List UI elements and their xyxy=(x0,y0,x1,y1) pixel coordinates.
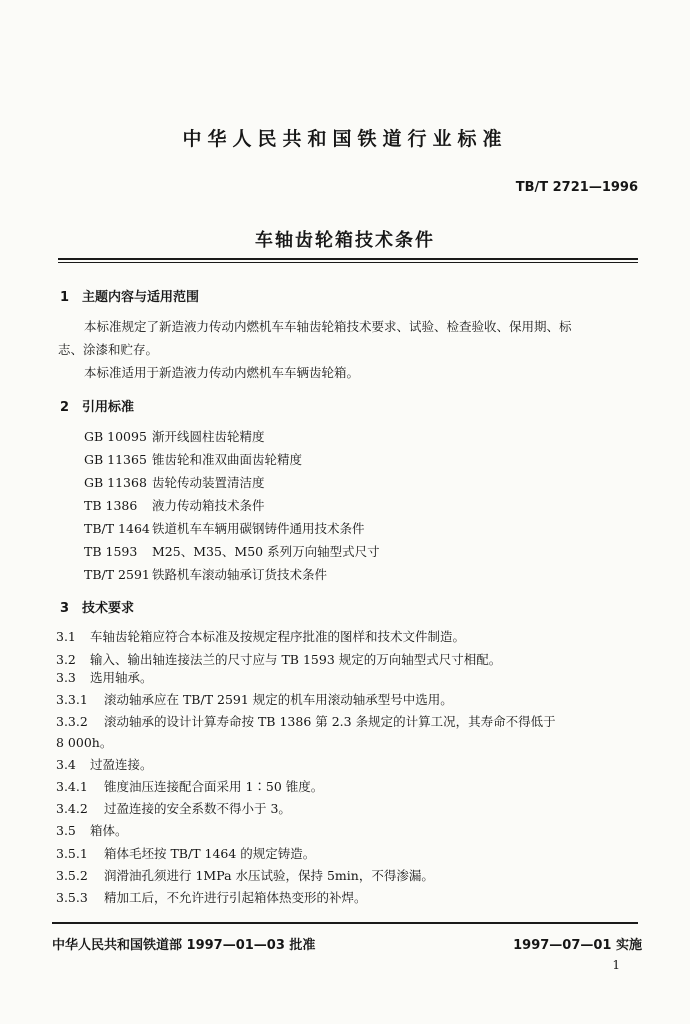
clause-number: 3.5 xyxy=(56,823,76,838)
section-3-heading: 3 技术要求 xyxy=(60,601,135,616)
clause-number: 3.5.3 xyxy=(56,890,88,905)
reference-code: TB 1593 xyxy=(84,544,138,559)
clause-continuation xyxy=(56,732,112,754)
clause-number: 3.3.1 xyxy=(56,692,88,707)
clause-number: 3.4 xyxy=(56,757,76,772)
reference-code: GB 11368 xyxy=(84,475,147,490)
clause-number: 3.1 xyxy=(56,629,76,644)
reference-item xyxy=(84,449,302,471)
clause-text: 滚动轴承的设计计算寿命按 TB 1386 第 2.3 条规定的计算工况，其寿命不得低于 xyxy=(104,714,556,729)
clause-number: 3.3 xyxy=(56,670,76,685)
reference-title: M25、M35、M50 系列万向轴型式尺寸 xyxy=(151,544,380,559)
reference-code: TB/T 1464 xyxy=(84,521,150,536)
reference-item xyxy=(84,495,265,517)
footer-rule xyxy=(52,922,638,924)
clause-text: 箱体毛坯按 TB/T 1464 的规定铸造。 xyxy=(104,846,316,861)
document-title: 车轴齿轮箱技术条件 xyxy=(255,230,435,251)
approval-note: 中华人民共和国铁道部 1997—01—03 批准 xyxy=(52,938,316,953)
standard-code: TB/T 2721—1996 xyxy=(515,180,638,195)
clause-text: 箱体。 xyxy=(90,823,128,838)
reference-code: TB/T 2591 xyxy=(84,567,150,582)
reference-item xyxy=(84,426,265,448)
clause-number: 3.3.2 xyxy=(56,714,88,729)
reference-title: 铁路机车滚动轴承订货技术条件 xyxy=(151,567,327,582)
clause-item xyxy=(56,798,291,820)
clause-text: 输入、输出轴连接法兰的尺寸应与 TB 1593 规定的万向轴型式尺寸相配。 xyxy=(90,652,502,667)
clause-number: 3.4.1 xyxy=(56,779,88,794)
reference-title: 齿轮传动装置清洁度 xyxy=(151,475,265,490)
clause-item xyxy=(56,776,323,798)
clause-item xyxy=(56,843,315,865)
reference-code: GB 11365 xyxy=(84,452,147,467)
clause-number: 3.2 xyxy=(56,652,76,667)
clause-text: 锥度油压连接配合面采用 1∶50 锥度。 xyxy=(104,779,324,794)
clause-text: 滚动轴承应在 TB/T 2591 规定的机车用滚动轴承型号中选用。 xyxy=(104,692,453,707)
clause-item xyxy=(56,711,556,733)
page-number: 1 xyxy=(612,958,620,972)
section-1-paragraph-2: 本标准适用于新造液力传动内燃机车车辆齿轮箱。 xyxy=(84,365,360,380)
header-rule-thin xyxy=(58,262,638,263)
section-1-heading: 1 主题内容与适用范围 xyxy=(60,290,200,305)
reference-title: 锥齿轮和准双曲面齿轮精度 xyxy=(151,452,302,467)
implementation-date: 1997—07—01 实施 xyxy=(513,938,642,953)
reference-title: 液力传动箱技术条件 xyxy=(151,498,265,513)
reference-title: 渐开线圆柱齿轮精度 xyxy=(151,429,265,444)
reference-item xyxy=(84,564,327,586)
clause-text: 过盈连接的安全系数不得小于 3。 xyxy=(104,801,291,816)
clause-number: 3.4.2 xyxy=(56,801,88,816)
clause-item xyxy=(56,626,465,648)
clause-text: 8 000h。 xyxy=(56,735,113,750)
reference-item xyxy=(84,472,265,494)
clause-item xyxy=(56,754,153,776)
section-2-heading: 2 引用标准 xyxy=(60,400,135,415)
clause-item xyxy=(56,820,128,842)
reference-item xyxy=(84,541,380,563)
header-rule-thick xyxy=(58,258,638,260)
section-1-paragraph-1-cont: 志、涂漆和贮存。 xyxy=(58,342,159,357)
section-1-paragraph-1: 本标准规定了新造液力传动内燃机车车轴齿轮箱技术要求、试验、检查验收、保用期、标 xyxy=(84,319,572,334)
clause-text: 车轴齿轮箱应符合本标准及按规定程序批准的图样和技术文件制造。 xyxy=(90,629,466,644)
clause-text: 精加工后，不允许进行引起箱体热变形的补焊。 xyxy=(104,890,367,905)
clause-item xyxy=(56,689,453,711)
clause-number: 3.5.1 xyxy=(56,846,88,861)
clause-number: 3.5.2 xyxy=(56,868,88,883)
reference-item xyxy=(84,518,365,540)
clause-item xyxy=(56,865,434,887)
reference-code: TB 1386 xyxy=(84,498,138,513)
reference-title: 铁道机车车辆用碳钢铸件通用技术条件 xyxy=(151,521,365,536)
clause-item xyxy=(56,887,367,909)
clause-item xyxy=(56,667,153,689)
clause-text: 过盈连接。 xyxy=(90,757,153,772)
reference-code: GB 10095 xyxy=(84,429,147,444)
standard-category-title: 中华人民共和国铁道行业标准 xyxy=(182,128,508,150)
clause-text: 选用轴承。 xyxy=(90,670,153,685)
clause-text: 润滑油孔须进行 1MPa 水压试验，保持 5min，不得渗漏。 xyxy=(104,868,434,883)
